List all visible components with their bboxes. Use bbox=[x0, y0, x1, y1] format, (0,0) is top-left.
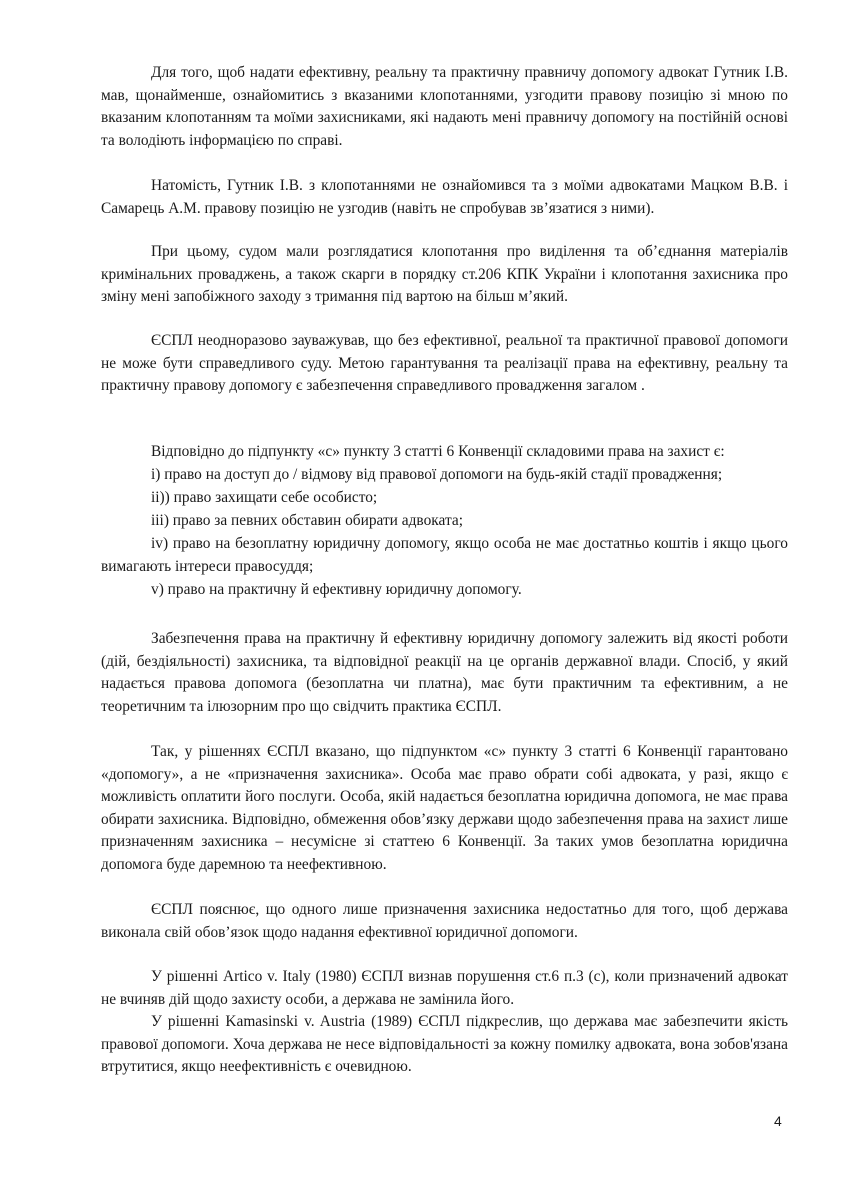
rights-item: ii)) право захищати себе особисто; bbox=[151, 489, 378, 506]
paragraph-assistance-not-appointment: Так, у рішеннях ЄСПЛ вказано, що підпунктом «с» пункту 3 статті 6 Конвенції гарантовано «допомогу», а не «призначення захисника». Особа має право обрати собі адвоката, у разі, якщо є можливість оплатити його послуги. Особа, якій надається безоплатна юридична допомога, не має права обирати захисника. Відповідно, обмеження обов’язку держави щодо забезпечення права на захист лише призначенням захисника – несумісне зі статтею 6 Конвенції. За таких умов безоплатна юридична допомога буде даремною та неефективною. bbox=[101, 743, 788, 873]
paragraph-legal-aid-duties: Для того, щоб надати ефективну, реальну та практичну правничу допомогу адвокат Гутник І.В. мав, щонайменше, ознайомитись з вказаними клопотаннями, узгодити правову позицію зі мною по вказаним клопотанням та моїми захисниками, які надають мені правничу допомогу на постійній основі та володіють інформацією по справі. bbox=[101, 64, 788, 149]
paragraph-quality-of-defense: Забезпечення права на практичну й ефективну юридичну допомогу залежить від якості роботи (дій, бездіяльності) захисника, та відповідної реакції на це органів державної влади. Спосіб, у який надається правова допомога (безоплатна чи платна), має бути практичним та ефективним, а не теоретичним та ілюзорним про що свідчить практика ЄСПЛ. bbox=[101, 630, 788, 715]
rights-item: iv) право на безоплатну юридичну допомогу, якщо особа не має достатньо коштів і якщо цього вимагають інтереси правосуддя; bbox=[101, 535, 788, 575]
paragraph-kamasinski-v-austria: У рішенні Kamasinski v. Austria (1989) ЄСПЛ підкреслив, що держава має забезпечити якість правової допомоги. Хоча держава не несе відповідальності за кожну помилку адвоката, вона зобов'язана втрутитися, якщо неефективність є очевидною. bbox=[101, 1013, 788, 1076]
rights-item: i) право на доступ до / відмову від правової допомоги на будь-якій стадії провадження; bbox=[151, 466, 723, 483]
rights-item: v) право на практичну й ефективну юридичну допомогу. bbox=[151, 581, 522, 598]
paragraph-artico-v-italy: У рішенні Artico v. Italy (1980) ЄСПЛ визнав порушення ст.6 п.3 (c), коли призначений адвокат не вчиняв дій щодо захисту особи, а держава не замінила його. bbox=[101, 968, 788, 1008]
paragraph-echr-fair-trial: ЄСПЛ неодноразово зауважував, що без ефективної, реальної та практичної правової допомоги не може бути справедливого суду. Метою гарантування та реалізації права на ефективну, реальну та практичну правову допомогу є забезпечення справедливого провадження загалом . bbox=[101, 332, 788, 395]
rights-intro: Відповідно до підпункту «c» пункту 3 статті 6 Конвенції складовими права на захист є: bbox=[151, 443, 725, 460]
page-number: 4 bbox=[774, 1113, 782, 1129]
rights-item: iii) право за певних обставин обирати адвоката; bbox=[151, 512, 463, 529]
paragraph-court-motions: При цьому, судом мали розглядатися клопотання про виділення та об’єднання матеріалів кримінальних проваджень, а також скарги в порядку ст.206 КПК України і клопотання захисника про зміну мені запобіжного заходу з тримання під вартою на більш м’який. bbox=[101, 243, 788, 306]
paragraph-appointment-insufficient: ЄСПЛ пояснює, що одного лише призначення захисника недостатньо для того, щоб держава виконала свій обов’язок щодо надання ефективної юридичної допомоги. bbox=[101, 901, 788, 941]
paragraph-gutnyk-not-familiarized: Натомість, Гутник І.В. з клопотаннями не ознайомився та з моїми адвокатами Мацком В.В. і Самарець А.М. правову позицію не узгодив (навіть не спробував зв’язатися з ними). bbox=[101, 177, 788, 217]
